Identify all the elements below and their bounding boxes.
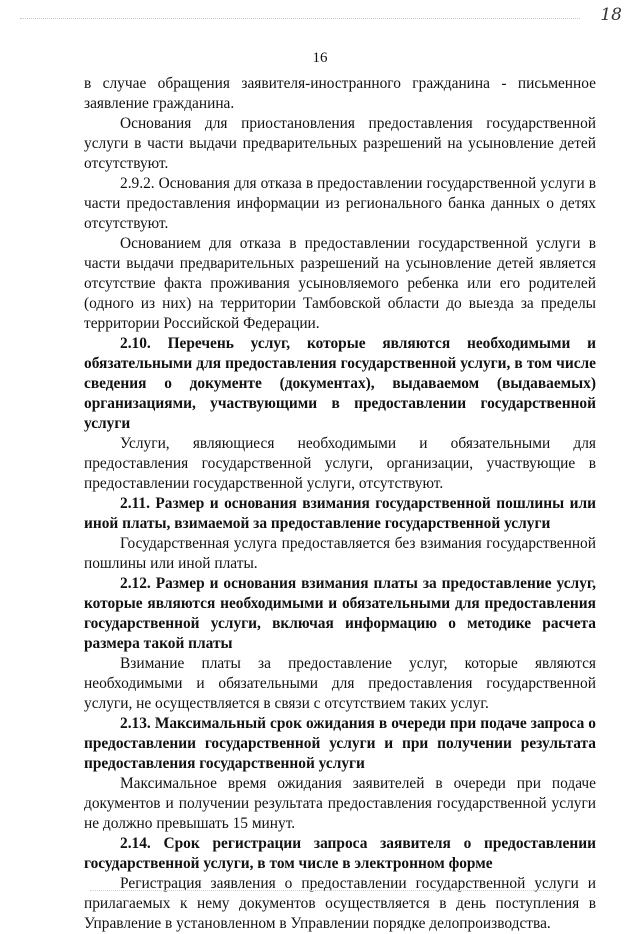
section-heading: 2.10. Перечень услуг, которые являются необходимыми и обязательными для предоставления государственной услуги, в том числе сведения о документе (документах), выдаваемом (выдаваемых) организациями, участвующими в предоставлении государственной услуги (84, 335, 596, 432)
scan-noise-bottom (90, 890, 560, 891)
paragraph: Регистрация заявления о предоставлении государственной услуги и прилагаемых к нему документов осуществляется в день поступления в Управление в установленном в Управлении порядке делопроизводства. (84, 875, 596, 932)
handwritten-sheet-number: 18 (600, 5, 622, 25)
section-heading: 2.14. Срок регистрации запроса заявителя о предоставлении государственной услуги, в том числе в электронном форме (84, 835, 596, 872)
paragraph: Взимание платы за предоставление услуг, которые являются необходимыми и обязательными для предоставления государственной услуги, не осуществляется в связи с отсутствием таких услуг. (84, 655, 596, 712)
section-heading: 2.12. Размер и основания взимания платы за предоставление услуг, которые являются необходимыми и обязательными для предоставления государственной услуги, включая информацию о методике расчета размера такой платы (84, 575, 596, 652)
paragraph: Максимальное время ожидания заявителей в очереди при подаче документов и получении результата предоставления государственной услуги не должно превышать 15 минут. (84, 775, 596, 832)
page-number: 16 (312, 50, 328, 66)
paragraph: Услуги, являющиеся необходимыми и обязательными для предоставления государственной услуги, организации, участвующие в предоставлении государственной услуги, отсутствуют. (84, 435, 596, 492)
paragraph: Основанием для отказа в предоставлении государственной услуги в части выдачи предварительных разрешений на усыновление детей является отсутствие факта проживания усыновляемого ребенка или его родителей (одного из них) на территории Тамбовской области до выезда за пределы территории Российской Федерации. (84, 235, 596, 332)
paragraph: 2.9.2. Основания для отказа в предоставлении государственной услуги в части предоставления информации из регионального банка данных о детях отсутствуют. (84, 175, 596, 232)
paragraph: Основания для приостановления предоставления государственной услуги в части выдачи предварительных разрешений на усыновление детей отсутствуют. (84, 115, 596, 172)
section-heading: 2.13. Максимальный срок ожидания в очереди при подаче запроса о предоставлении государственной услуги и при получении результата предоставления государственной услуги (84, 715, 596, 772)
paragraph: в случае обращения заявителя-иностранного гражданина - письменное заявление гражданина. (84, 75, 596, 112)
document-body (84, 74, 596, 934)
section-heading: 2.11. Размер и основания взимания государственной пошлины или иной платы, взимаемой за предоставление государственной услуги (84, 495, 596, 532)
paragraph: Государственная услуга предоставляется без взимания государственной пошлины или иной платы. (84, 535, 596, 572)
scan-noise-top (20, 18, 580, 27)
